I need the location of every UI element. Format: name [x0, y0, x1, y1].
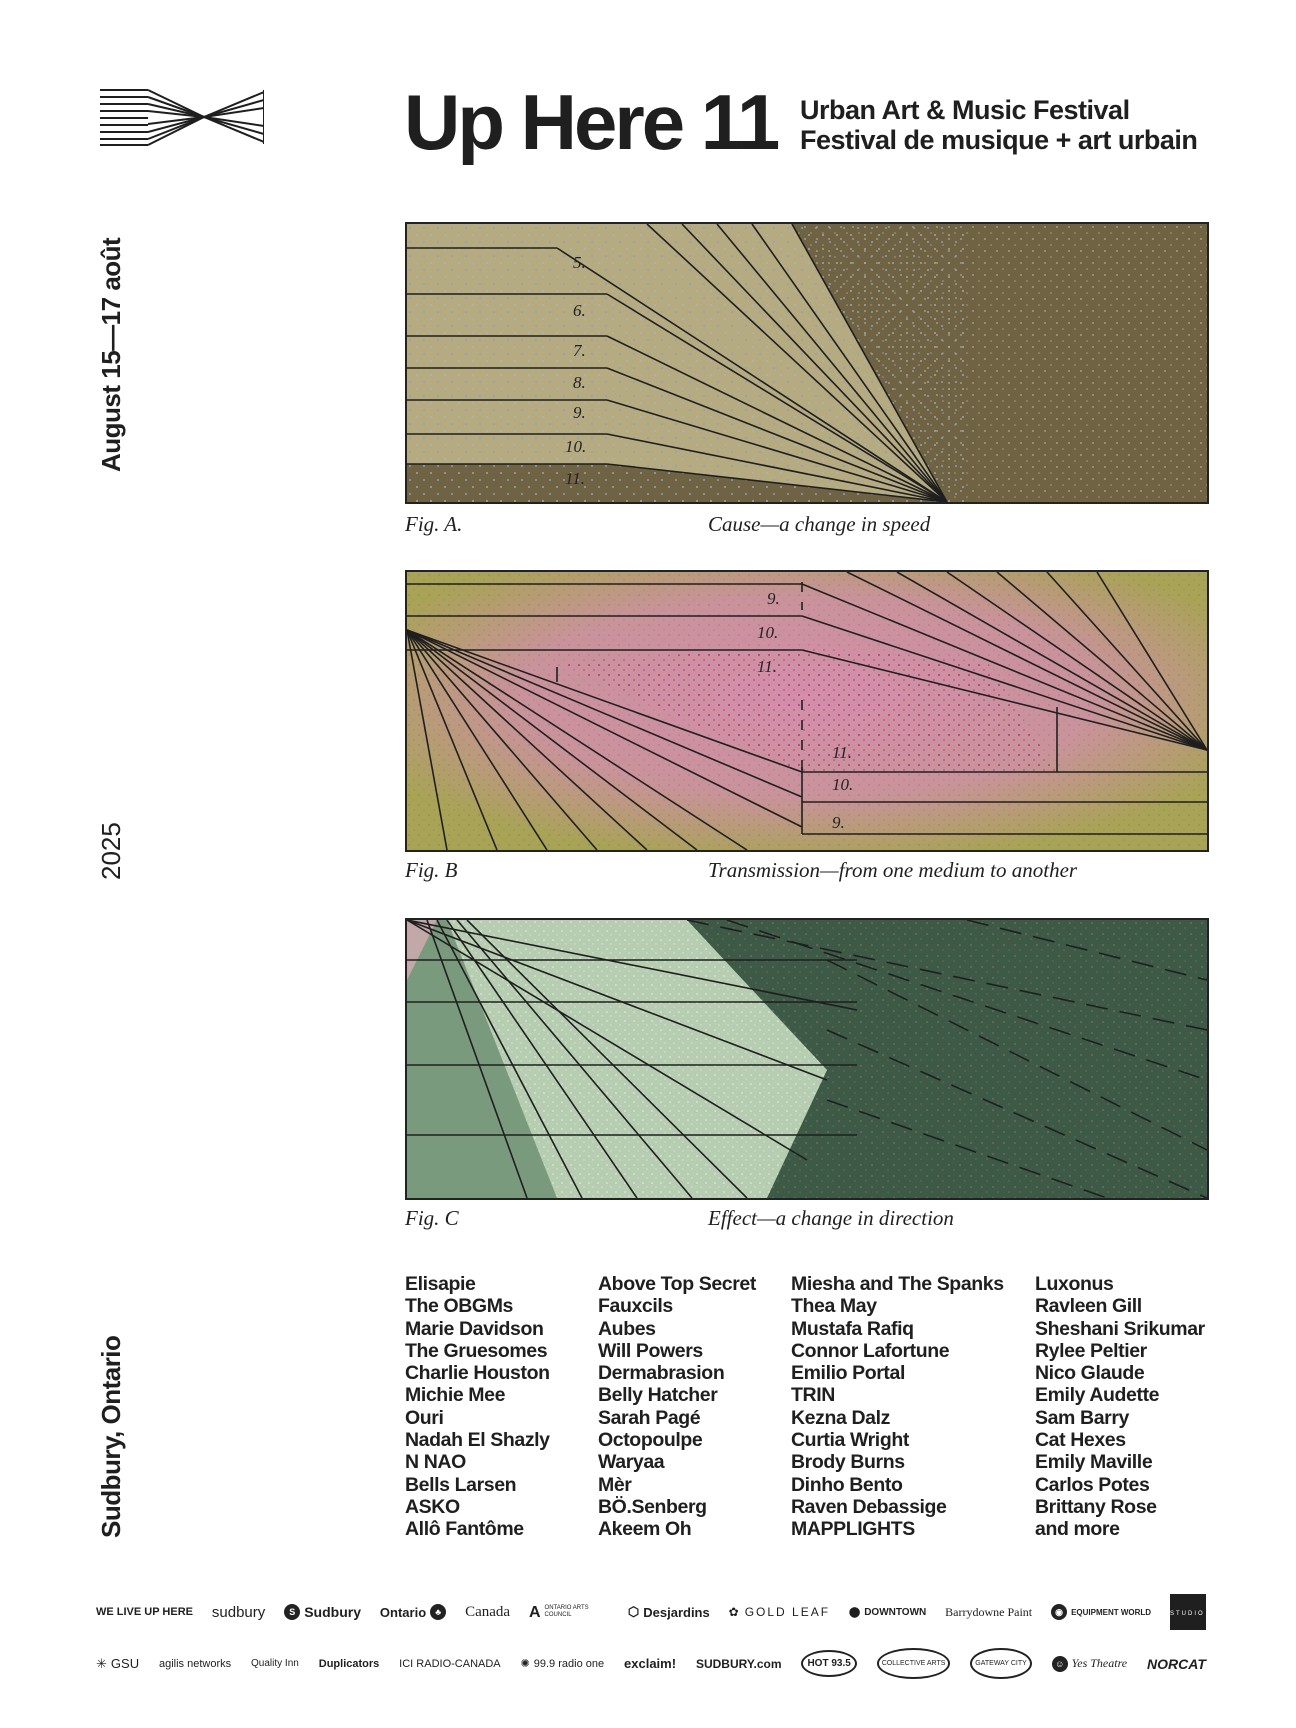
sponsor-name: EQUIPMENT WORLD [1071, 1607, 1152, 1617]
festival-logo [100, 88, 264, 146]
figure-b-caption: Transmission—from one medium to another [708, 858, 1078, 882]
figure-c-label: Fig. C [405, 1206, 459, 1230]
artist: Bells Larsen [405, 1473, 517, 1496]
artist: Nadah El Shazly [405, 1429, 550, 1452]
fig-a-number: 10. [565, 437, 587, 456]
leaf-icon: ✿ [728, 1605, 741, 1619]
artist: Kezna Dalz [791, 1406, 890, 1429]
artist: Cat Hexes [1035, 1429, 1126, 1452]
festival-year: 2025 [96, 822, 126, 880]
artist: Raven Debassige [791, 1495, 947, 1518]
sponsor-logo: exclaim! [624, 1656, 677, 1671]
sponsor-logo: Barrydowne Paint [945, 1604, 1033, 1619]
artist: BÖ.Senberg [598, 1495, 707, 1518]
sponsor-logo [380, 1604, 446, 1620]
lineup-column-2 [598, 1273, 756, 1541]
sponsor-name: ONTARIO ARTS COUNCIL [544, 1605, 589, 1618]
fig-a-number: 5. [573, 253, 586, 272]
sponsor-name: Yes Theatre [1071, 1656, 1128, 1670]
artist: Rylee Peltier [1035, 1339, 1147, 1362]
artist: Connor Lafortune [791, 1339, 950, 1362]
festival-location: Sudbury, Ontario [96, 1335, 126, 1538]
oac-icon: A [528, 1603, 541, 1621]
fig-b-number: 9. [767, 589, 780, 608]
artist: Miesha and The Spanks [791, 1273, 1004, 1295]
artist: Elisapie [405, 1273, 476, 1295]
artist: MAPPLIGHTS [791, 1518, 915, 1541]
artist: Luxonus [1035, 1273, 1114, 1295]
fig-a-number: 8. [573, 373, 586, 392]
sponsor-name: Desjardins [643, 1604, 710, 1620]
artist: Emilio Portal [791, 1362, 905, 1385]
artist: Nico Glaude [1035, 1362, 1145, 1385]
sponsor-logo: COLLECTIVE ARTS [877, 1648, 951, 1679]
figure-a-illustration [407, 224, 1207, 502]
artist: Michie Mee [405, 1384, 506, 1407]
sponsor-logo: Duplicators [318, 1657, 380, 1670]
artist: Dermabrasion [598, 1362, 725, 1385]
sponsor-logo: NORCAT [1147, 1655, 1206, 1672]
artist: The Gruesomes [405, 1339, 548, 1362]
sponsor-row-2 [96, 1648, 1206, 1679]
sponsor-logo: Canada [465, 1603, 511, 1620]
sponsor-logo: SUDBURY.com [695, 1656, 782, 1671]
artist: Will Powers [598, 1339, 703, 1362]
artist: Brody Burns [791, 1451, 905, 1474]
sponsor-logo: agilis networks [158, 1657, 232, 1670]
artist: Marie Davidson [405, 1317, 544, 1340]
artist: N NAO [405, 1451, 466, 1474]
artist: Belly Hatcher [598, 1384, 718, 1407]
theatre-mask-icon: ☺ [1052, 1656, 1068, 1672]
sponsor-logo: sudbury [211, 1603, 266, 1621]
sponsor-logo: HOT 93.5 [801, 1650, 856, 1677]
festival-dates: August 15—17 août [96, 237, 126, 472]
artist: Carlos Potes [1035, 1473, 1150, 1496]
sponsor-logo [521, 1657, 605, 1670]
trillium-icon: ♣ [430, 1604, 446, 1620]
sponsor-name: DOWNTOWN [864, 1606, 927, 1618]
festival-title: Up Here 11 [404, 78, 778, 166]
artist: The OBGMs [405, 1295, 513, 1318]
sponsor-logo [529, 1605, 609, 1619]
figure-b-label: Fig. B [405, 858, 458, 882]
subtitle-english: Urban Art & Music Festival [800, 95, 1130, 125]
artist: Mustafa Rafiq [791, 1317, 914, 1340]
figure-b [405, 570, 1209, 852]
artist: Mèr [598, 1473, 632, 1496]
figure-a [405, 222, 1209, 504]
figure-b-illustration [407, 572, 1207, 850]
sponsor-name: Sudbury [304, 1604, 361, 1620]
artist: Emily Audette [1035, 1384, 1160, 1407]
sponsor-logo: WE LIVE UP HERE [96, 1606, 193, 1618]
artist: Akeem Oh [598, 1518, 692, 1541]
artist: Thea May [791, 1295, 877, 1318]
fig-a-number: 7. [573, 341, 586, 360]
fig-b-number: 11. [832, 743, 852, 762]
artist: Emily Maville [1035, 1451, 1153, 1474]
artist: Sarah Pagé [598, 1406, 701, 1429]
artist: Charlie Houston [405, 1362, 550, 1385]
artist: Ouri [405, 1406, 444, 1429]
sponsor-name: GSU [110, 1656, 140, 1671]
figure-c-caption: Effect—a change in direction [708, 1206, 954, 1230]
artist: Above Top Secret [598, 1273, 756, 1295]
figure-a-caption: Cause—a change in speed [708, 512, 931, 536]
sudbury-swirl-icon: S [284, 1604, 300, 1620]
sponsor-logo: GATEWAY CITY [970, 1648, 1031, 1679]
location-pin-icon: ⬤ [849, 1606, 861, 1618]
artist: and more [1035, 1518, 1120, 1541]
sponsor-logo [849, 1607, 926, 1618]
artist: Sam Barry [1035, 1406, 1129, 1429]
sponsor-logo [1052, 1656, 1127, 1672]
sponsor-name: Ontario [379, 1604, 427, 1620]
sponsor-name: GOLD LEAF [744, 1605, 831, 1619]
artist: Dinho Bento [791, 1473, 903, 1496]
sponsor-logo [96, 1656, 139, 1672]
fig-b-number: 11. [757, 657, 777, 676]
artist: Fauxcils [598, 1295, 673, 1318]
festival-subtitle [800, 95, 1197, 155]
sponsor-name: 99.9 radio one [533, 1657, 605, 1670]
subtitle-french: Festival de musique + art urbain [800, 125, 1198, 155]
sponsor-row-1 [96, 1594, 1225, 1630]
fig-b-number: 9. [832, 813, 845, 832]
sponsor-logo [1051, 1604, 1151, 1620]
sparkle-icon: ✳ [96, 1655, 107, 1671]
sponsor-logo [628, 1604, 710, 1620]
figure-c-illustration [407, 920, 1207, 1198]
artist: Ravleen Gill [1035, 1295, 1142, 1318]
sponsor-logo: ICI RADIO-CANADA [399, 1657, 501, 1670]
artist: Waryaa [598, 1451, 665, 1474]
hexagon-icon: ⬡ [627, 1604, 640, 1619]
artist: ASKO [405, 1495, 460, 1518]
artist: Allô Fantôme [405, 1518, 524, 1541]
artist: Brittany Rose [1035, 1495, 1157, 1518]
globe-icon: ◉ [1051, 1604, 1067, 1620]
sponsor-logo: STUDIO 123 [1170, 1594, 1206, 1630]
artist: Octopoulpe [598, 1429, 703, 1452]
fig-a-number: 9. [573, 403, 586, 422]
artist: Sheshani Srikumar [1035, 1317, 1205, 1340]
fig-b-number: 10. [832, 775, 854, 794]
artist: Aubes [598, 1317, 656, 1340]
cbc-gem-icon: ✺ [520, 1658, 530, 1670]
figure-c [405, 918, 1209, 1200]
artist: Curtia Wright [791, 1429, 909, 1452]
artist: TRIN [791, 1384, 835, 1407]
fig-a-number: 6. [573, 301, 586, 320]
lineup-column-1 [405, 1273, 550, 1541]
sponsor-logo [284, 1604, 361, 1620]
lineup-column-3 [791, 1273, 1004, 1541]
sponsor-logo [729, 1605, 830, 1619]
fig-a-number: 11. [565, 469, 585, 488]
fig-b-number: 10. [757, 623, 779, 642]
sponsor-logo: Quality Inn [251, 1658, 299, 1669]
lineup-column-4 [1035, 1273, 1205, 1541]
figure-a-label: Fig. A. [405, 512, 463, 536]
